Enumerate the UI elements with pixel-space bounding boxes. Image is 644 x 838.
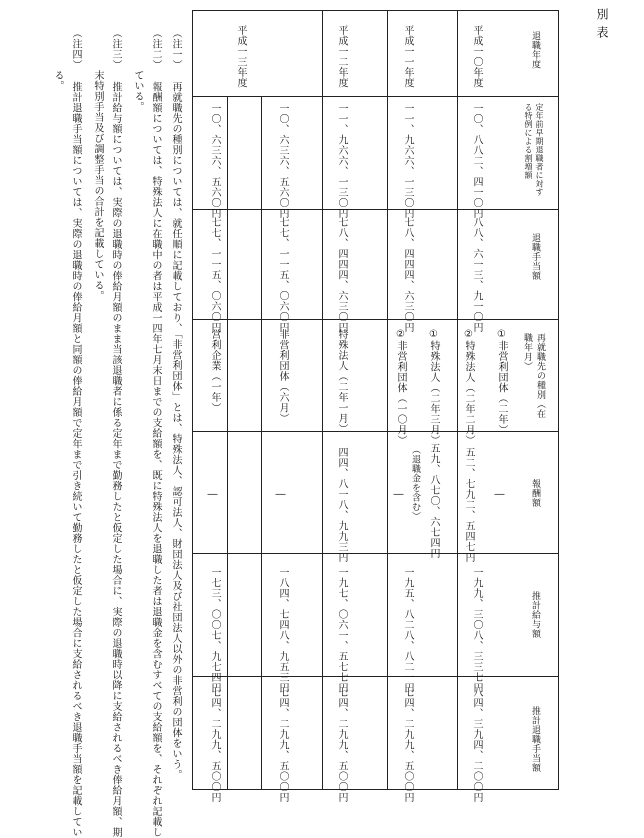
row-reemployment-1: 営利企業（一年） bbox=[209, 329, 220, 413]
note-4-cont: る。 bbox=[52, 28, 63, 91]
note-2-cont: ている。 bbox=[132, 28, 143, 112]
row-estimated-salary: 一七三、〇〇七、九七四円 bbox=[209, 567, 220, 693]
row-reemployment-1: ①非営利団体（二年） bbox=[496, 329, 507, 435]
row-early-increase: 一〇、六三六、五六〇円 bbox=[277, 103, 288, 219]
header-early-increase: 定年前早期退職者に対する特例による割増額 bbox=[524, 103, 544, 197]
row-year: 平成一三年度 bbox=[235, 25, 246, 88]
row-year: 平成一一年度 bbox=[402, 25, 413, 88]
header-year: 退職年度 bbox=[530, 31, 540, 69]
header-reemployment-type: 再就職先の種別（在職年月） bbox=[522, 333, 545, 419]
row-reemployment-1: 特殊法人（二年一月） bbox=[336, 329, 347, 434]
row-reemployment-1: 非営利団体（六月） bbox=[277, 329, 288, 424]
note-2: （注二） 報酬額については、特殊法人に在職中の者は平成一四年七月末日までの支給額を、既に特殊法人を退職した者は退職金を含むすべての支給額を、それぞれ記載し bbox=[150, 28, 161, 838]
row-remuneration-dash: ― bbox=[494, 489, 505, 501]
row-year: 平成一〇年度 bbox=[471, 25, 482, 88]
row-estimated-salary: 一九七、〇六一、五七七円 bbox=[336, 567, 347, 693]
row-retirement-allowance: 七八、四四四、六三〇円 bbox=[402, 217, 413, 333]
row-year: 平成一二年度 bbox=[336, 25, 347, 88]
row-estimated-salary: 一九九、三〇八、三三七円 bbox=[471, 567, 482, 693]
row-retirement-allowance: 七七、一一五、〇六〇円 bbox=[277, 217, 288, 333]
row-retirement-allowance: 八八、六一三、九一〇円 bbox=[471, 217, 482, 333]
row-early-increase: 一〇、六三六、五六〇円 bbox=[209, 103, 220, 219]
row-reemployment-1: ①特殊法人（二年三月） bbox=[428, 329, 439, 446]
note-3-cont: 末特別手当及び調整手当の合計を記載している。 bbox=[92, 28, 103, 301]
row-remuneration: 五九、八七〇、六七四円 bbox=[428, 443, 439, 559]
row-early-increase: 一一、九六六、一三〇円 bbox=[336, 103, 347, 219]
page-label: 別表 bbox=[595, 8, 609, 44]
row-estimated-retirement: 七四、二九九、五〇〇円 bbox=[402, 687, 413, 803]
row-remuneration-note: （退職金を含む） bbox=[410, 445, 420, 521]
row-remuneration: 五二、七九二、五四七円 bbox=[463, 447, 474, 563]
header-retirement-allowance: 退職手当額 bbox=[530, 233, 540, 281]
note-1: （注一） 再就職先の種別については、就任順に記載しており、「非営利団体」とは、特殊法人、認可法人、財団法人及び社団法人以外の非営利の団体をいう。 bbox=[170, 28, 181, 780]
row-remuneration-dash: ― bbox=[393, 489, 404, 501]
row-estimated-salary: 一八四、七四八、九五三円 bbox=[277, 567, 288, 693]
row-estimated-salary: 一九五、八二八、八二一円 bbox=[402, 567, 413, 693]
row-early-increase: 一一、九六六、一三〇円 bbox=[402, 103, 413, 219]
header-estimated-salary: 推計給与額 bbox=[530, 591, 540, 639]
row-estimated-retirement: 七四、二九九、五〇〇円 bbox=[277, 687, 288, 803]
row-retirement-allowance: 七八、四四四、六三〇円 bbox=[336, 217, 347, 333]
row-reemployment-2: ②特殊法人（二年二月） bbox=[463, 329, 474, 446]
compensation-table bbox=[192, 10, 559, 803]
row-estimated-retirement: 八四、三九四、二〇〇円 bbox=[471, 687, 482, 803]
header-estimated-retirement: 推計退職手当額 bbox=[530, 706, 540, 773]
row-remuneration: ― bbox=[207, 489, 218, 501]
row-remuneration: 四四、八一八、九九三円 bbox=[336, 447, 347, 563]
row-estimated-retirement: 七四、二九九、五〇〇円 bbox=[209, 687, 220, 803]
row-early-increase: 一〇、八八二、四一〇円 bbox=[471, 103, 482, 219]
row-retirement-allowance: 七七、一一五、〇六〇円 bbox=[209, 217, 220, 333]
note-4: （注四） 推計退職手当額については、実際の退職時の俸給月額と同額の俸給月額で定年まで引き続いて勤務したと仮定した場合に支給されるべき退職手当額を記載してい bbox=[70, 28, 81, 838]
header-remuneration: 報酬額 bbox=[530, 479, 540, 508]
note-3: （注三） 推計給与額については、実際の退職時の俸給月額のまま当該退職者に係る定年まで勤務したと仮定した場合に、実際の退職時以降に支給されるべき俸給月額、期 bbox=[110, 28, 121, 838]
row-reemployment-2: ②非営利団体（一〇月） bbox=[395, 329, 406, 446]
row-remuneration: ― bbox=[275, 489, 286, 501]
row-estimated-retirement: 七四、二九九、五〇〇円 bbox=[336, 687, 347, 803]
